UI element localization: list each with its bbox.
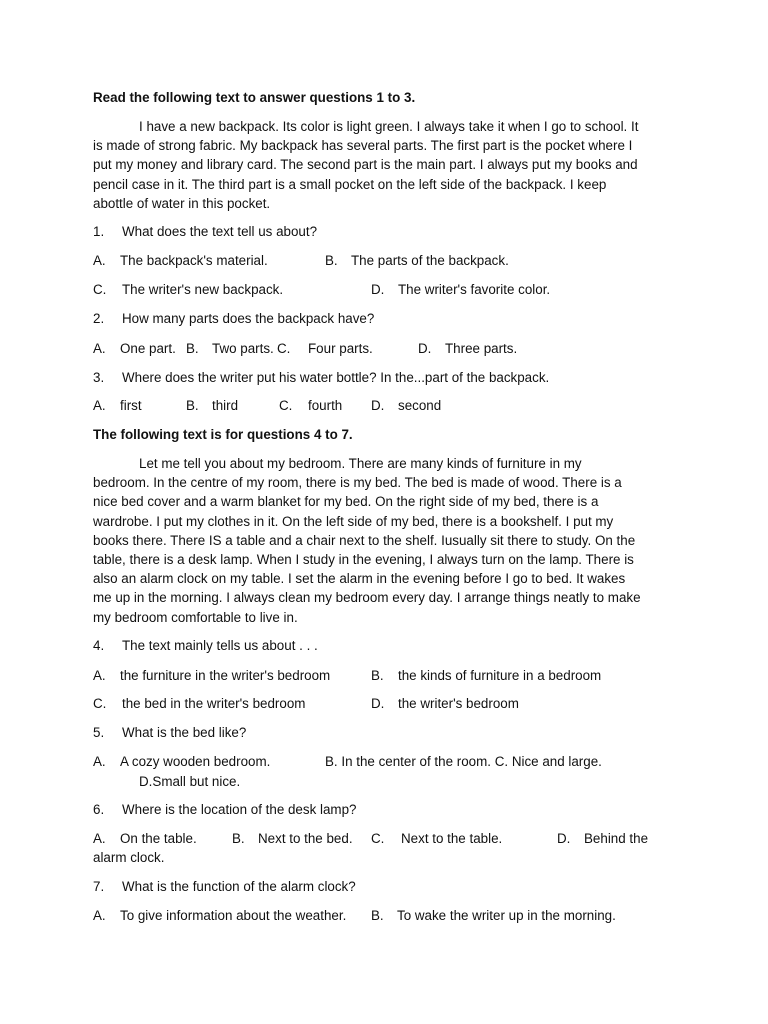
question-2-number: 2. — [93, 311, 105, 326]
q6-option-a-label: A. — [93, 831, 106, 846]
passage-line: books there. There IS a table and a chair next to the shelf. Iusually sit there to study. On the — [93, 532, 636, 548]
question-5-text: What is the bed like? — [122, 725, 247, 740]
q3-option-a-label: A. — [93, 398, 106, 413]
q4-option-a: the furniture in the writer's bedroom — [120, 668, 331, 683]
question-7-text: What is the function of the alarm clock? — [122, 879, 356, 894]
passage-line: abottle of water in this pocket. — [93, 195, 271, 211]
q4-option-c: the bed in the writer's bedroom — [122, 696, 306, 711]
question-6-text: Where is the location of the desk lamp? — [122, 802, 357, 817]
question-3-number: 3. — [93, 370, 105, 385]
q1-option-d-label: D. — [371, 282, 385, 297]
section-2-heading: The following text is for questions 4 to 7. — [93, 427, 353, 442]
passage-line: Let me tell you about my bedroom. There are many kinds of furniture in my — [139, 456, 582, 471]
q2-option-c-label: C. — [277, 341, 291, 356]
passage-line: wardrobe. I put my clothes in it. On the left side of my bed, there is a bookshelf. I put my — [93, 513, 614, 529]
passage-line: pencil case in it. The third part is a small pocket on the left side of the backpack. I keep — [93, 176, 607, 192]
question-4-text: The text mainly tells us about . . . — [122, 638, 318, 653]
q6-option-d: Behind the — [584, 831, 649, 846]
question-6-number: 6. — [93, 802, 105, 817]
q1-option-c-label: C. — [93, 282, 107, 297]
q7-option-b-label: B. — [371, 908, 384, 923]
q6-option-d-label: D. — [557, 831, 571, 846]
q2-option-b-label: B. — [186, 341, 199, 356]
q3-option-d-label: D. — [371, 398, 385, 413]
q2-option-d-label: D. — [418, 341, 432, 356]
passage-line: me up in the morning. I always clean my bedroom every day. I arrange things neatly to make — [93, 590, 641, 606]
question-7-number: 7. — [93, 879, 105, 894]
q1-option-b: The parts of the backpack. — [351, 253, 509, 268]
passage-line: put my money and library card. The second part is the main part. I always put my books and — [93, 157, 638, 173]
q5-option-a-label: A. — [93, 754, 106, 769]
q3-option-c: fourth — [308, 398, 343, 413]
q2-option-d: Three parts. — [445, 341, 518, 356]
question-1-text: What does the text tell us about? — [122, 224, 318, 239]
q1-option-a-label: A. — [93, 253, 106, 268]
q7-option-a-label: A. — [93, 908, 106, 923]
q6-option-c: Next to the table. — [401, 831, 503, 846]
q3-option-a: first — [120, 398, 142, 413]
q4-option-c-label: C. — [93, 696, 107, 711]
q4-option-d: the writer's bedroom — [398, 696, 519, 711]
q1-option-a: The backpack's material. — [120, 253, 268, 268]
q4-option-b: the kinds of furniture in a bedroom — [398, 668, 602, 683]
q2-option-a: One part. — [120, 341, 176, 356]
q5-option-d: D.Small but nice. — [139, 774, 241, 789]
passage-line: I have a new backpack. Its color is light green. I always take it when I go to school. It — [139, 119, 639, 134]
q2-option-b: Two parts. — [212, 341, 274, 356]
passage-line: table, there is a desk lamp. When I study in the evening, I always turn on the lamp. There is — [93, 552, 634, 568]
q3-option-b: third — [212, 398, 239, 413]
q6-option-b: Next to the bed. — [258, 831, 353, 846]
q4-option-b-label: B. — [371, 668, 384, 683]
question-2-text: How many parts does the backpack have? — [122, 311, 375, 326]
q3-option-b-label: B. — [186, 398, 199, 413]
q1-option-c: The writer's new backpack. — [122, 282, 284, 297]
q6-option-c-label: C. — [371, 831, 385, 846]
q6-option-a: On the table. — [120, 831, 197, 846]
question-4-number: 4. — [93, 638, 105, 653]
q4-option-a-label: A. — [93, 668, 106, 683]
q6-option-d-continuation: alarm clock. — [93, 850, 165, 865]
q3-option-d: second — [398, 398, 442, 413]
passage-line: also an alarm clock on my table. I set the alarm in the evening before I go to bed. It wakes — [93, 571, 626, 587]
question-1-number: 1. — [93, 224, 105, 239]
question-3-text: Where does the writer put his water bottle? In the...part of the backpack. — [122, 370, 550, 385]
q4-option-d-label: D. — [371, 696, 385, 711]
section-1-heading: Read the following text to answer questions 1 to 3. — [93, 90, 416, 105]
passage-line: nice bed cover and a warm blanket for my bed. On the right side of my bed, there is a — [93, 494, 599, 510]
passage-backpack — [93, 117, 673, 213]
q6-option-b-label: B. — [232, 831, 245, 846]
q3-option-c-label: C. — [279, 398, 293, 413]
q2-option-a-label: A. — [93, 341, 106, 356]
q5-option-b-c: B. In the center of the room. C. Nice and large. — [325, 754, 602, 769]
q1-option-b-label: B. — [325, 253, 338, 268]
q2-option-c: Four parts. — [308, 341, 373, 356]
passage-line: my bedroom comfortable to live in. — [93, 609, 298, 625]
q7-option-a: To give information about the weather. — [120, 908, 347, 923]
q5-option-a: A cozy wooden bedroom. — [120, 754, 271, 769]
q1-option-d: The writer's favorite color. — [398, 282, 551, 297]
q7-option-b: To wake the writer up in the morning. — [397, 908, 616, 923]
question-5-number: 5. — [93, 725, 105, 740]
passage-line: bedroom. In the centre of my room, there is my bed. The bed is made of wood. There is a — [93, 475, 622, 491]
passage-bedroom — [93, 454, 673, 627]
passage-line: is made of strong fabric. My backpack has several parts. The first part is the pocket where I — [93, 138, 633, 154]
